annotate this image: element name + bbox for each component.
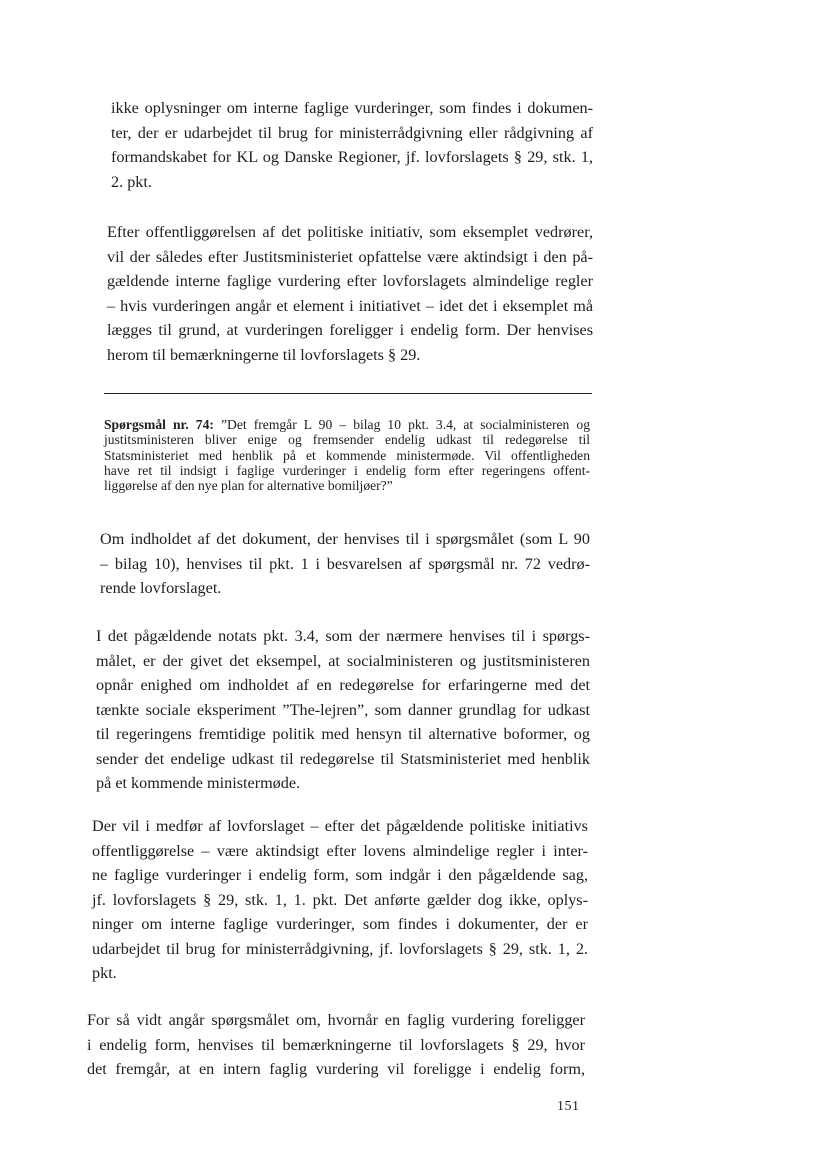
paragraph-5	[92, 814, 588, 986]
paragraph-3	[100, 527, 590, 601]
text-line: i endelig form, henvises til bemærkningerne til lovforslagets § 29, hvor	[87, 1035, 585, 1054]
text-line: herom til bemærkningerne til lovforslagets § 29.	[107, 345, 421, 364]
text-line: 2. pkt.	[111, 172, 152, 191]
text-line: For så vidt angår spørgsmålet om, hvornår en faglig vurdering foreligger	[87, 1011, 585, 1029]
text-line: – hvis vurderingen angår et element i initiativet – idet det i eksemplet må	[107, 296, 593, 315]
text-line: tænkte sociale eksperiment ”The-lejren”, som danner grundlag for udkast	[96, 700, 590, 719]
text-line: Om indholdet af det dokument, der henvises til i spørgsmålet (som L 90	[100, 530, 590, 548]
text-line: gældende interne faglige vurdering efter lovforslagets almindelige regler	[107, 272, 593, 290]
horizontal-divider	[104, 393, 592, 394]
text-line: opnår enighed om indholdet af en redegørelse for erfaringerne med det	[96, 676, 590, 694]
text-line: pkt.	[92, 964, 117, 982]
paragraph-1	[111, 96, 593, 194]
text-line: Der vil i medfør af lovforslaget – efter det pågældende politiske initiativs	[92, 817, 588, 835]
text-line: udarbejdet til brug for ministerrådgivning, jf. lovforslagets § 29, stk. 1, 2.	[92, 939, 588, 958]
text-line: vil der således efter Justitsministeriet opfattelse være aktindsigt i den på-	[107, 247, 593, 266]
paragraph-4	[96, 624, 590, 796]
text-line: til regeringens fremtidige politik med hensyn til alternative boformer, og	[96, 725, 590, 743]
text-line: rende lovforslaget.	[100, 579, 222, 597]
text-line: – bilag 10), henvises til pkt. 1 i besvarelsen af spørgsmål nr. 72 vedrø-	[100, 554, 590, 573]
text-line: Efter offentliggørelsen af det politiske initiativ, som eksemplet vedrører,	[107, 223, 593, 241]
text-line: det fremgår, at en intern faglig vurdering vil foreligge i endelig form,	[87, 1060, 585, 1078]
text-line: lægges til grund, at vurderingen foreligger i endelig form. Der henvises	[107, 321, 593, 339]
text-line: sender det endelige udkast til redegørelse til Statsministeriet med henblik	[96, 749, 590, 768]
text-line: ne faglige vurderinger i endelig form, som indgår i den pågældende sag,	[92, 866, 588, 884]
text-line: ikke oplysninger om interne faglige vurderinger, som findes i dokumen-	[111, 99, 593, 117]
question-line: Statsministeriet med henblik på et kommende ministermøde. Vil offentligheden	[104, 447, 590, 463]
question-line: justitsministeren bliver enige og fremsender endelig udkast til redegørelse til	[104, 432, 590, 448]
paragraph-2	[107, 220, 593, 367]
text-line: formandskabet for KL og Danske Regioner, jf. lovforslagets § 29, stk. 1,	[111, 148, 593, 166]
text-line: ninger om interne faglige vurderinger, som findes i dokumenter, der er	[92, 915, 588, 933]
text-line: målet, er der givet det eksempel, at socialministeren og justitsministeren	[96, 651, 590, 670]
question-line: liggørelse af den nye plan for alternative bomiljøer?”	[104, 478, 393, 494]
text-line: ter, der er udarbejdet til brug for ministerrådgivning eller rådgivning af	[111, 123, 593, 142]
question-block	[104, 417, 590, 493]
question-text: ”Det fremgår L 90 – bilag 10 pkt. 3.4, at socialministeren og	[213, 417, 590, 432]
text-line: på et kommende ministermøde.	[96, 774, 301, 792]
question-label: Spørgsmål nr. 74:	[104, 417, 214, 432]
text-line: I det pågældende notats pkt. 3.4, som der nærmere henvises til i spørgs-	[96, 627, 590, 645]
paragraph-6	[87, 1008, 585, 1082]
question-line: have ret til indsigt i faglige vurderinger i endelig form efter regeringens offent-	[104, 462, 590, 478]
text-line: offentliggørelse – være aktindsigt efter lovens almindelige regler i inter-	[92, 841, 588, 860]
question-first-line	[104, 417, 590, 432]
page-number: 151	[557, 1099, 580, 1114]
text-line: jf. lovforslagets § 29, stk. 1, 1. pkt. Det anførte gælder dog ikke, oplys-	[92, 890, 588, 909]
